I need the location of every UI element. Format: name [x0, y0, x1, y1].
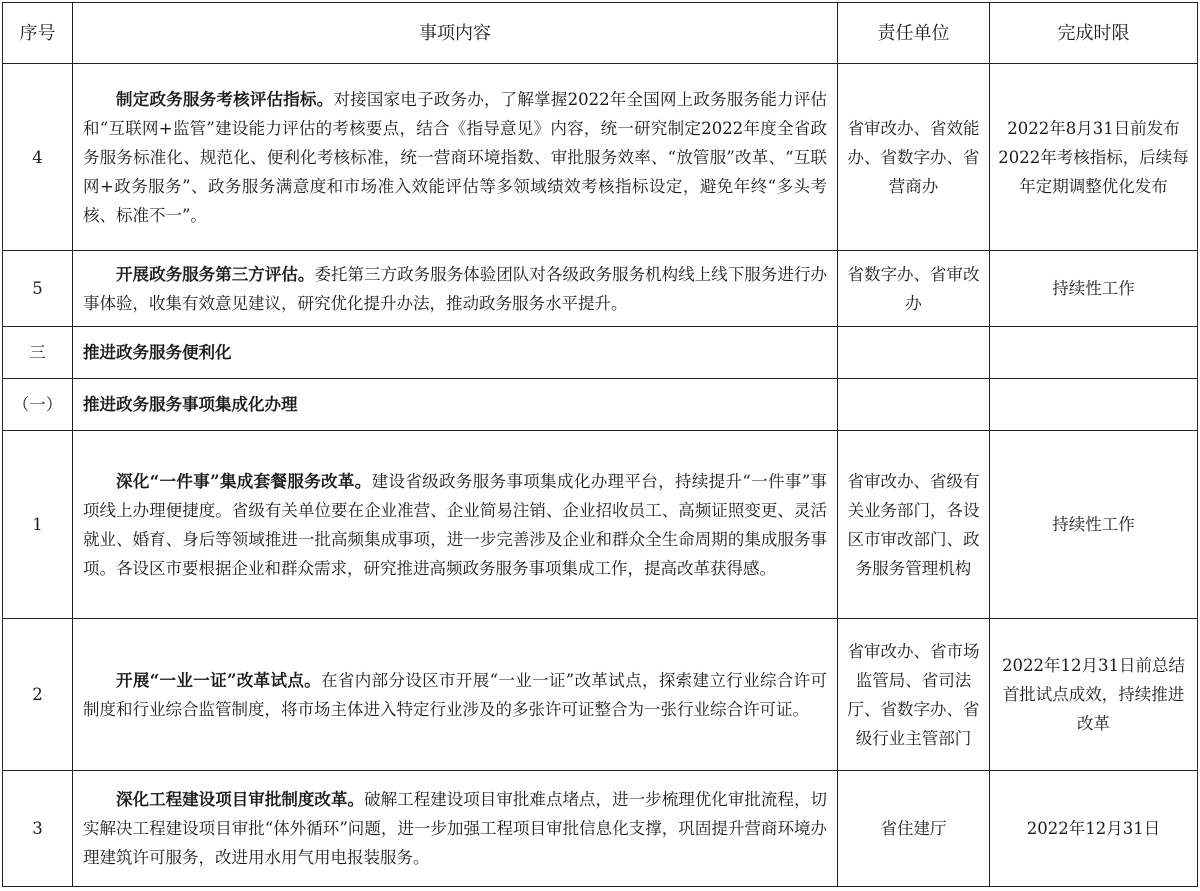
row-content — [73, 619, 838, 771]
header-no: 序号 — [3, 3, 73, 64]
row-lead: 深化“一件事”集成套餐服务改革。 — [116, 471, 372, 491]
row-no: 3 — [3, 771, 73, 887]
row-text: 破解工程建设项目审批难点堵点，进一步梳理优化审批流程，切实解决工程建设项目审批“体外循环”问题，进一步加强工程项目审批信息化支撑，巩固提升营商环境办理建筑许可服务，改进用水用气用电报装服务。 — [83, 790, 828, 867]
row-text: 在省内部分设区市开展“一业一证”改革试点，探索建立行业综合许可制度和行业综合监管制度，将市场主体进入特定行业涉及的多张许可证整合为一张行业综合许可证。 — [83, 670, 827, 719]
subsection-row — [3, 379, 1198, 431]
task-table — [2, 2, 1198, 887]
row-lead: 制定政务服务考核评估指标。 — [116, 89, 334, 109]
subsection-unit-empty — [838, 379, 990, 431]
row-no: 4 — [3, 64, 73, 251]
row-content — [73, 251, 838, 327]
row-content — [73, 431, 838, 619]
subsection-title: 推进政务服务事项集成化办理 — [73, 379, 838, 431]
table-row — [3, 619, 1198, 771]
row-deadline: 持续性工作 — [990, 251, 1198, 327]
row-unit: 省住建厅 — [838, 771, 990, 887]
row-text: 对接国家电子政务办，了解掌握2022年全国网上政务服务能力评估和“互联网+监管”建设能力评估的考核要点，结合《指导意见》内容，统一研究制定2022年度全省政务服务标准化、规范化、便利化考核标准，统一营商环境指数、审批服务效率、“放管服”改革、“互联网+政务服务”、政务服务满意度和市场准入效能评估等多领域绩效考核指标设定，避免年终“多头考核、标准不一”。 — [83, 89, 828, 225]
row-content — [73, 771, 838, 887]
table-row — [3, 771, 1198, 887]
table-row — [3, 431, 1198, 619]
section-deadline-empty — [990, 327, 1198, 379]
header-deadline: 完成时限 — [990, 3, 1198, 64]
table-row — [3, 251, 1198, 327]
row-deadline: 2022年8月31日前发布2022年考核指标，后续每年定期调整优化发布 — [990, 64, 1198, 251]
row-text: 委托第三方政务服务体验团队对各级政务服务机构线上线下服务进行办事体验，收集有效意见建议，研究优化提升办法，推动政务服务水平提升。 — [83, 264, 828, 313]
section-no: 三 — [3, 327, 73, 379]
row-unit: 省审改办、省效能办、省数字办、省营商办 — [838, 64, 990, 251]
row-unit: 省审改办、省级有关业务部门，各设区市审改部门、政务服务管理机构 — [838, 431, 990, 619]
row-content — [73, 64, 838, 251]
section-row — [3, 327, 1198, 379]
section-title: 推进政务服务便利化 — [73, 327, 838, 379]
row-no: 2 — [3, 619, 73, 771]
row-unit: 省审改办、省市场监管局、省司法厅、省数字办、省级行业主管部门 — [838, 619, 990, 771]
row-lead: 开展“一业一证”改革试点。 — [116, 670, 322, 690]
header-content: 事项内容 — [73, 3, 838, 64]
row-lead: 开展政务服务第三方评估。 — [116, 264, 315, 284]
row-no: 1 — [3, 431, 73, 619]
subsection-no: （一） — [3, 379, 73, 431]
row-deadline: 2022年12月31日 — [990, 771, 1198, 887]
row-no: 5 — [3, 251, 73, 327]
row-text: 建设省级政务服务事项集成化办理平台，持续提升“一件事”事项线上办理便捷度。省级有关单位要在企业准营、企业简易注销、企业招收员工、高频证照变更、灵活就业、婚育、身后等领域推进一批高频集成事项，进一步完善涉及企业和群众全生命周期的集成服务事项。各设区市要根据企业和群众需求，研究推进高频政务服务事项集成工作，提高改革获得感。 — [83, 471, 828, 578]
header-unit: 责任单位 — [838, 3, 990, 64]
row-deadline: 持续性工作 — [990, 431, 1198, 619]
row-unit: 省数字办、省审改办 — [838, 251, 990, 327]
section-unit-empty — [838, 327, 990, 379]
row-lead: 深化工程建设项目审批制度改革。 — [116, 790, 365, 809]
table-header-row — [3, 3, 1198, 64]
table-row — [3, 64, 1198, 251]
subsection-deadline-empty — [990, 379, 1198, 431]
row-deadline: 2022年12月31日前总结首批试点成效，持续推进改革 — [990, 619, 1198, 771]
